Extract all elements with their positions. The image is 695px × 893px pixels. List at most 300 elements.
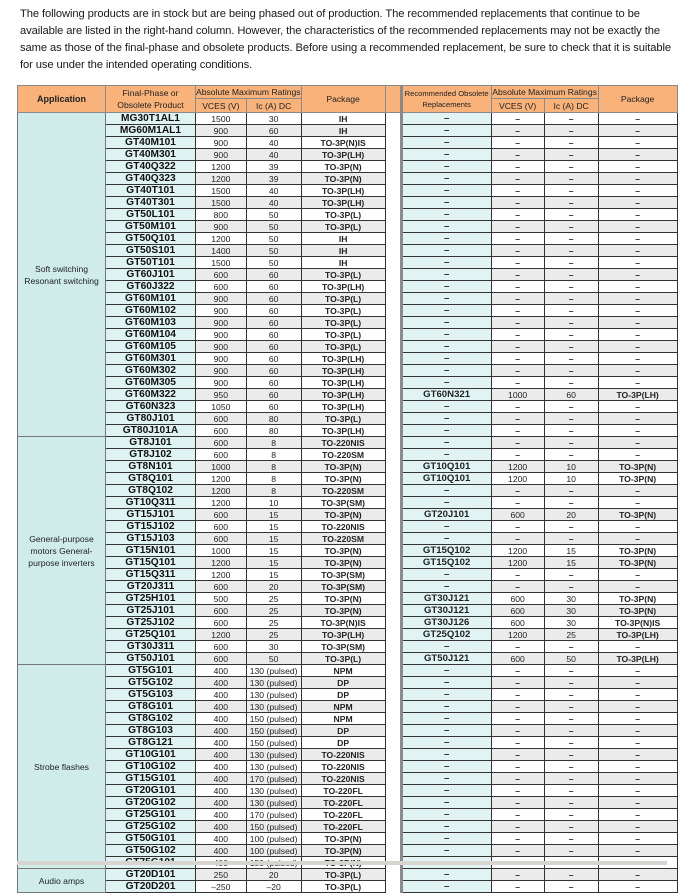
package-cell: TO-3P(L): [301, 881, 385, 893]
replacement-package-cell: –: [598, 173, 677, 185]
replacement-vces-cell: –: [491, 281, 544, 293]
vces-cell: 500: [196, 593, 247, 605]
replacement-cell: –: [401, 725, 491, 737]
replacement-package-cell: TO-3P(N): [598, 557, 677, 569]
ic-cell: 60: [246, 365, 301, 377]
column-divider: [385, 245, 401, 257]
vces-cell: 600: [196, 581, 247, 593]
table-row: [18, 545, 678, 557]
replacement-ic-cell: –: [544, 833, 598, 845]
replacement-cell: –: [401, 845, 491, 857]
header-ratings: Absolute Maximum Ratings: [196, 87, 301, 97]
ic-cell: 50: [246, 221, 301, 233]
ic-cell: 60: [246, 305, 301, 317]
replacement-cell: GT10Q101: [401, 473, 491, 485]
ic-cell: 60: [246, 341, 301, 353]
vces-cell: 800: [196, 209, 247, 221]
product-cell: GT50T101: [106, 257, 196, 269]
replacement-ic-cell: –: [544, 185, 598, 197]
replacement-package-cell: TO-3P(N): [598, 605, 677, 617]
replacement-cell: –: [401, 113, 491, 125]
column-divider: [385, 497, 401, 509]
column-divider: [385, 689, 401, 701]
product-cell: GT60M103: [106, 317, 196, 329]
replacement-ic-cell: –: [544, 425, 598, 437]
table-shadow: [17, 861, 667, 865]
table-row: [18, 317, 678, 329]
replacement-cell: –: [401, 293, 491, 305]
table-row: [18, 149, 678, 161]
table-row: [18, 581, 678, 593]
replacement-vces-cell: –: [491, 377, 544, 389]
product-cell: GT40Q323: [106, 173, 196, 185]
replacement-vces-cell: –: [491, 677, 544, 689]
replacement-package-cell: –: [598, 665, 677, 677]
replacement-cell: –: [401, 281, 491, 293]
table-row: [18, 509, 678, 521]
vces-cell: 900: [196, 341, 247, 353]
table-row: [18, 521, 678, 533]
application-cell: Audio amps: [18, 869, 106, 893]
table-row: [18, 293, 678, 305]
replacement-package-cell: –: [598, 713, 677, 725]
vces-cell: 400: [196, 689, 247, 701]
replacement-package-cell: TO-3P(N): [598, 509, 677, 521]
replacement-cell: GT30J121: [401, 593, 491, 605]
replacement-cell: –: [401, 449, 491, 461]
column-divider: [385, 653, 401, 665]
package-cell: NPM: [301, 701, 385, 713]
package-cell: TO-3P(L): [301, 653, 385, 665]
replacement-cell: –: [401, 413, 491, 425]
replacement-cell: –: [401, 317, 491, 329]
product-cell: GT25J101: [106, 605, 196, 617]
replacement-package-cell: –: [598, 209, 677, 221]
replacement-vces-cell: –: [491, 713, 544, 725]
ic-cell: 40: [246, 149, 301, 161]
table-row: [18, 377, 678, 389]
ic-cell: 8: [246, 461, 301, 473]
column-divider: [385, 377, 401, 389]
replacement-vces-cell: –: [491, 245, 544, 257]
table-row: [18, 437, 678, 449]
vces-cell: 1500: [196, 257, 247, 269]
replacement-ic-cell: –: [544, 149, 598, 161]
table-row: [18, 137, 678, 149]
replacement-ic-cell: –: [544, 365, 598, 377]
replacement-cell: –: [401, 377, 491, 389]
column-divider: [385, 329, 401, 341]
table-row: [18, 401, 678, 413]
product-cell: GT60M101: [106, 293, 196, 305]
package-cell: TO-220SM: [301, 533, 385, 545]
replacement-vces-cell: –: [491, 761, 544, 773]
replacement-vces-cell: –: [491, 521, 544, 533]
replacement-ic-cell: –: [544, 233, 598, 245]
replacement-package-cell: –: [598, 341, 677, 353]
package-cell: TO-3P(LH): [301, 281, 385, 293]
column-divider: [385, 353, 401, 365]
vces-cell: 1000: [196, 545, 247, 557]
package-cell: TO-3P(N): [301, 473, 385, 485]
replacement-vces-cell: –: [491, 353, 544, 365]
header-vces: VCES (V): [196, 99, 247, 113]
package-cell: TO-3P(LH): [301, 353, 385, 365]
ic-cell: 60: [246, 269, 301, 281]
replacement-ic-cell: –: [544, 401, 598, 413]
ic-cell: 15: [246, 545, 301, 557]
table-row: [18, 233, 678, 245]
replacement-cell: –: [401, 149, 491, 161]
vces-cell: 1500: [196, 197, 247, 209]
replacement-vces-cell: –: [491, 113, 544, 125]
replacement-ic-cell: –: [544, 497, 598, 509]
replacement-cell: –: [401, 521, 491, 533]
replacement-cell: –: [401, 221, 491, 233]
replacement-cell: GT30J121: [401, 605, 491, 617]
ic-cell: 50: [246, 653, 301, 665]
vces-cell: 950: [196, 389, 247, 401]
column-divider: [385, 869, 401, 881]
replacement-ic-cell: –: [544, 581, 598, 593]
header-package: Package: [301, 86, 385, 113]
table-row: [18, 593, 678, 605]
header-vces-2: VCES (V): [491, 99, 544, 113]
table-row: [18, 869, 678, 881]
replacement-cell: –: [401, 353, 491, 365]
product-cell: GT8J101: [106, 437, 196, 449]
package-cell: TO-3P(SM): [301, 641, 385, 653]
ic-cell: 20: [246, 869, 301, 881]
package-cell: TO-3P(LH): [301, 149, 385, 161]
replacement-ic-cell: –: [544, 521, 598, 533]
package-cell: TO-3P(LH): [301, 377, 385, 389]
replacement-ic-cell: –: [544, 269, 598, 281]
replacement-cell: –: [401, 161, 491, 173]
ic-cell: 60: [246, 317, 301, 329]
replacement-cell: –: [401, 701, 491, 713]
product-cell: GT60M105: [106, 341, 196, 353]
replacement-ic-cell: –: [544, 221, 598, 233]
column-divider: [385, 197, 401, 209]
table-row: [18, 173, 678, 185]
replacement-package-cell: –: [598, 233, 677, 245]
vces-cell: 400: [196, 797, 247, 809]
replacement-vces-cell: 1200: [491, 545, 544, 557]
package-cell: NPM: [301, 713, 385, 725]
replacement-vces-cell: –: [491, 161, 544, 173]
table-row: [18, 281, 678, 293]
replacement-vces-cell: –: [491, 797, 544, 809]
vces-cell: 900: [196, 137, 247, 149]
replacement-vces-cell: –: [491, 365, 544, 377]
table-row: [18, 617, 678, 629]
product-cell: GT25J102: [106, 617, 196, 629]
vces-cell: 600: [196, 437, 247, 449]
product-cell: GT40Q322: [106, 161, 196, 173]
product-cell: GT15Q311: [106, 569, 196, 581]
product-cell: GT50S101: [106, 245, 196, 257]
column-divider: [385, 449, 401, 461]
package-cell: TO-220SM: [301, 449, 385, 461]
replacement-ic-cell: –: [544, 761, 598, 773]
package-cell: IH: [301, 233, 385, 245]
table-row: [18, 785, 678, 797]
replacement-vces-cell: 1200: [491, 557, 544, 569]
vces-cell: 400: [196, 821, 247, 833]
replacement-cell: –: [401, 881, 491, 893]
replacement-cell: –: [401, 197, 491, 209]
vces-cell: 400: [196, 785, 247, 797]
replacement-vces-cell: –: [491, 569, 544, 581]
replacement-ic-cell: –: [544, 749, 598, 761]
vces-cell: 1200: [196, 473, 247, 485]
package-cell: TO-3P(N): [301, 161, 385, 173]
column-divider: [385, 581, 401, 593]
replacement-vces-cell: –: [491, 881, 544, 893]
product-cell: GT60M322: [106, 389, 196, 401]
table-row: [18, 569, 678, 581]
product-cell: GT60M305: [106, 377, 196, 389]
table-row: [18, 833, 678, 845]
column-divider: [385, 797, 401, 809]
replacement-package-cell: –: [598, 221, 677, 233]
replacement-vces-cell: –: [491, 821, 544, 833]
package-cell: NPM: [301, 665, 385, 677]
table-row: [18, 221, 678, 233]
replacement-cell: –: [401, 737, 491, 749]
column-divider: [385, 557, 401, 569]
vces-cell: 600: [196, 533, 247, 545]
vces-cell: 400: [196, 773, 247, 785]
package-cell: DP: [301, 725, 385, 737]
table-row: [18, 845, 678, 857]
package-cell: TO-220NIS: [301, 773, 385, 785]
table-row: [18, 209, 678, 221]
table-row: [18, 773, 678, 785]
package-cell: TO-3P(LH): [301, 389, 385, 401]
vces-cell: 1200: [196, 497, 247, 509]
ic-cell: 25: [246, 605, 301, 617]
replacement-cell: –: [401, 209, 491, 221]
ic-cell: 15: [246, 557, 301, 569]
replacement-cell: GT25Q102: [401, 629, 491, 641]
vces-cell: 1200: [196, 161, 247, 173]
replacement-vces-cell: –: [491, 233, 544, 245]
table-row: [18, 245, 678, 257]
column-divider: [385, 533, 401, 545]
column-divider: [385, 137, 401, 149]
package-cell: IH: [301, 113, 385, 125]
replacement-package-cell: –: [598, 425, 677, 437]
replacement-package-cell: –: [598, 245, 677, 257]
column-divider: [385, 341, 401, 353]
replacement-vces-cell: –: [491, 701, 544, 713]
replacement-ic-cell: 10: [544, 461, 598, 473]
replacement-table: [17, 85, 678, 893]
ic-cell: 170 (pulsed): [246, 809, 301, 821]
replacement-package-cell: –: [598, 401, 677, 413]
replacement-cell: –: [401, 713, 491, 725]
package-cell: DP: [301, 737, 385, 749]
replacement-vces-cell: 1200: [491, 473, 544, 485]
replacement-ic-cell: –: [544, 413, 598, 425]
replacement-cell: GT15Q102: [401, 545, 491, 557]
package-cell: DP: [301, 677, 385, 689]
column-divider: [385, 725, 401, 737]
package-cell: TO-3P(L): [301, 317, 385, 329]
header-ic-2: Ic (A) DC: [544, 99, 598, 113]
product-cell: GT8G101: [106, 701, 196, 713]
replacement-cell: –: [401, 569, 491, 581]
ic-cell: –20: [246, 881, 301, 893]
package-cell: TO-3P(LH): [301, 629, 385, 641]
table-row: [18, 749, 678, 761]
product-cell: GT20J311: [106, 581, 196, 593]
replacement-cell: GT15Q102: [401, 557, 491, 569]
replacement-cell: –: [401, 641, 491, 653]
replacement-vces-cell: 1000: [491, 389, 544, 401]
replacement-ic-cell: –: [544, 281, 598, 293]
replacement-vces-cell: 600: [491, 653, 544, 665]
replacement-cell: –: [401, 581, 491, 593]
ic-cell: 50: [246, 233, 301, 245]
replacement-ic-cell: –: [544, 353, 598, 365]
replacement-vces-cell: –: [491, 197, 544, 209]
ic-cell: 130 (pulsed): [246, 701, 301, 713]
replacement-cell: –: [401, 233, 491, 245]
replacement-ic-cell: –: [544, 713, 598, 725]
product-cell: GT30J311: [106, 641, 196, 653]
ic-cell: 60: [246, 401, 301, 413]
replacement-cell: –: [401, 809, 491, 821]
column-divider: [385, 281, 401, 293]
column-divider: [385, 665, 401, 677]
ic-cell: 130 (pulsed): [246, 689, 301, 701]
header-ic: Ic (A) DC: [246, 99, 301, 113]
replacement-vces-cell: –: [491, 437, 544, 449]
product-cell: GT8G103: [106, 725, 196, 737]
package-cell: TO-3P(SM): [301, 497, 385, 509]
column-divider: [385, 521, 401, 533]
replacement-ic-cell: –: [544, 377, 598, 389]
replacement-ic-cell: –: [544, 449, 598, 461]
table-row: [18, 809, 678, 821]
ic-cell: 150 (pulsed): [246, 737, 301, 749]
package-cell: IH: [301, 245, 385, 257]
vces-cell: 1200: [196, 173, 247, 185]
replacement-package-cell: –: [598, 689, 677, 701]
replacement-vces-cell: 600: [491, 509, 544, 521]
package-cell: TO-3P(L): [301, 869, 385, 881]
replacement-ic-cell: –: [544, 245, 598, 257]
replacement-vces-cell: –: [491, 269, 544, 281]
product-cell: GT20D201: [106, 881, 196, 893]
product-cell: GT8Q101: [106, 473, 196, 485]
replacement-cell: –: [401, 833, 491, 845]
replacement-cell: –: [401, 437, 491, 449]
ic-cell: 8: [246, 437, 301, 449]
package-cell: TO-3P(L): [301, 209, 385, 221]
table-row: [18, 701, 678, 713]
package-cell: TO-3P(LH): [301, 401, 385, 413]
package-cell: TO-3P(N): [301, 605, 385, 617]
table-row: [18, 485, 678, 497]
vces-cell: 400: [196, 809, 247, 821]
product-cell: GT10G102: [106, 761, 196, 773]
application-cell: General-purpose motors General-purpose inverters: [18, 437, 106, 665]
column-divider: [385, 257, 401, 269]
replacement-cell: –: [401, 269, 491, 281]
replacement-ic-cell: –: [544, 137, 598, 149]
replacement-ic-cell: –: [544, 161, 598, 173]
intro-paragraph: The following products are in stock but are being phased out of production. The recommended replacements that continue to be available are listed in the right-hand column. However, the characteristics of the recommended replacements may not be exactly the same as those of the final-phase and obsolete products. Before using a recommended replacement, be sure to check that it is suitable for use under the intended operating conditions.: [20, 8, 671, 71]
replacement-vces-cell: –: [491, 221, 544, 233]
replacement-package-cell: –: [598, 701, 677, 713]
table-row: [18, 353, 678, 365]
vces-cell: 600: [196, 413, 247, 425]
vces-cell: 400: [196, 665, 247, 677]
table-row: [18, 329, 678, 341]
replacement-vces-cell: –: [491, 641, 544, 653]
replacement-vces-cell: –: [491, 785, 544, 797]
vces-cell: 600: [196, 641, 247, 653]
product-cell: GT8G102: [106, 713, 196, 725]
table-row: [18, 821, 678, 833]
replacement-package-cell: –: [598, 581, 677, 593]
table-row: [18, 737, 678, 749]
replacement-vces-cell: –: [491, 737, 544, 749]
replacement-package-cell: –: [598, 317, 677, 329]
replacement-package-cell: TO-3P(LH): [598, 653, 677, 665]
column-divider: [385, 881, 401, 893]
table-row: [18, 725, 678, 737]
product-cell: GT15J102: [106, 521, 196, 533]
ic-cell: 40: [246, 197, 301, 209]
vces-cell: 600: [196, 425, 247, 437]
replacement-cell: –: [401, 365, 491, 377]
column-divider: [385, 821, 401, 833]
product-cell: GT60J101: [106, 269, 196, 281]
product-cell: GT5G102: [106, 677, 196, 689]
replacement-cell: GT20J101: [401, 509, 491, 521]
replacement-vces-cell: –: [491, 305, 544, 317]
replacement-package-cell: –: [598, 773, 677, 785]
replacement-package-cell: –: [598, 485, 677, 497]
replacement-package-cell: –: [598, 137, 677, 149]
vces-cell: 1200: [196, 557, 247, 569]
replacement-cell: GT50J121: [401, 653, 491, 665]
replacement-package-cell: –: [598, 533, 677, 545]
replacement-vces-cell: –: [491, 293, 544, 305]
replacement-vces-cell: –: [491, 845, 544, 857]
table-row: [18, 365, 678, 377]
column-divider: [385, 629, 401, 641]
product-cell: MG30T1AL1: [106, 113, 196, 125]
table-row: [18, 341, 678, 353]
column-divider: [385, 269, 401, 281]
replacement-ic-cell: 30: [544, 617, 598, 629]
column-divider: [385, 605, 401, 617]
replacement-cell: –: [401, 137, 491, 149]
replacement-package-cell: –: [598, 869, 677, 881]
column-divider: [385, 833, 401, 845]
ic-cell: 40: [246, 185, 301, 197]
ic-cell: 130 (pulsed): [246, 677, 301, 689]
ic-cell: 40: [246, 137, 301, 149]
vces-cell: 1000: [196, 461, 247, 473]
replacement-package-cell: –: [598, 281, 677, 293]
